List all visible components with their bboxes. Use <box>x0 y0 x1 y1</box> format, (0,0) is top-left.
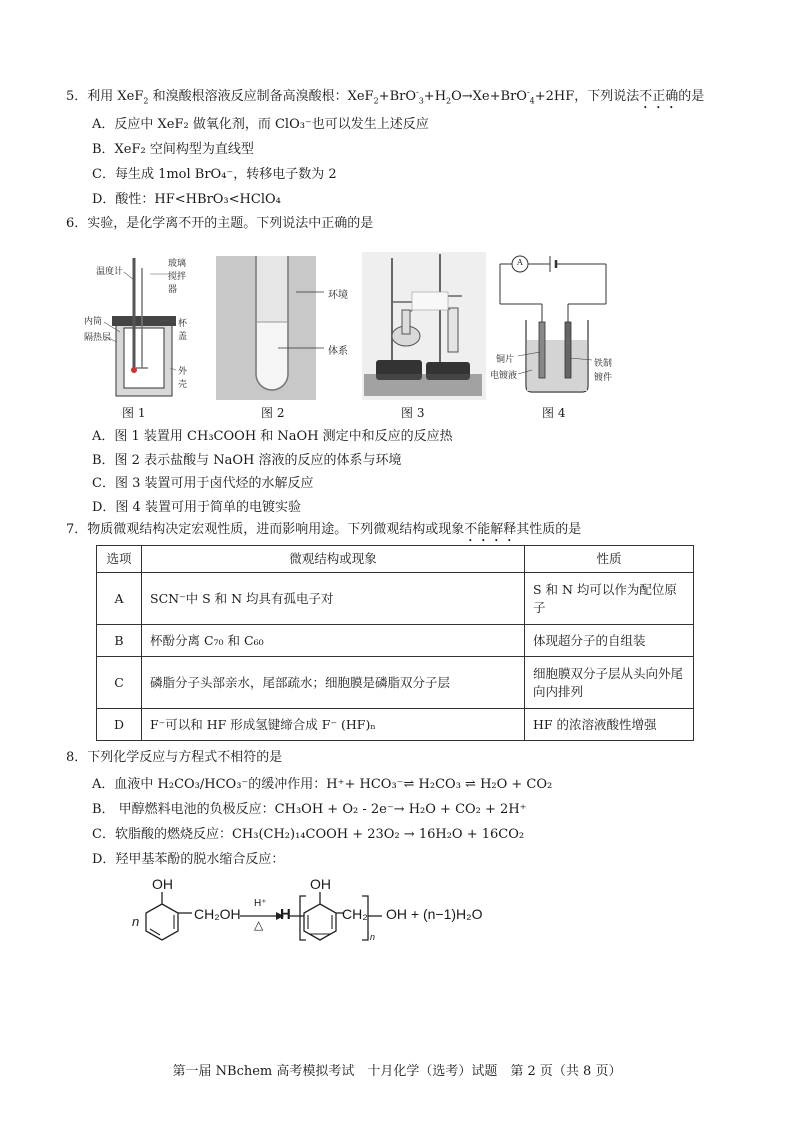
row-micro: SCN⁻中 S 和 N 均具有孤电子对 <box>142 573 525 625</box>
q6-stem: 6．实验，是化学离不开的主题。下列说法中正确的是 <box>66 216 374 231</box>
q5-stem: 5．利用 XeF$_2$ 和溴酸根溶液反应制备高溴酸根：$XeF_2+BrO^-_3+H_2O\to Xe+BrO^-_4+2HF$，下列说法不正确的是 <box>66 87 705 106</box>
fig2-label-environment: 环境 <box>328 290 348 301</box>
eq-subscript-n: n <box>370 932 376 942</box>
row-micro: F⁻可以和 HF 形成氢键缔合成 F⁻ (HF)ₙ <box>142 709 525 741</box>
eq-h: H <box>280 906 291 923</box>
fig4-label-solution: 电镀液 <box>490 371 518 381</box>
q8-option-a: A．血液中 H₂CO₃/HCO₃⁻的缓冲作用：H⁺+ HCO₃⁻⇌ H₂CO₃ ⇌ H₂O + CO₂ <box>92 777 553 792</box>
fig2-label-system: 体系 <box>328 346 348 357</box>
table-row <box>97 625 694 657</box>
row-option: B <box>97 625 142 657</box>
q5-option-b: B．XeF₂ 空间构型为直线型 <box>92 142 254 157</box>
q7-table <box>96 545 694 741</box>
eq-products: OH + (n−1)H₂O <box>386 906 483 922</box>
q6-option-a: A．图 1 装置用 CH₃COOH 和 NaOH 测定中和反应的反应热 <box>92 429 453 444</box>
row-property: 体现超分子的自组装 <box>525 625 694 657</box>
fig4-label-copper: 铜片 <box>496 355 515 365</box>
figure-3-apparatus <box>362 252 486 400</box>
q7-stem: 7．物质微观结构决定宏观性质，进而影响用途。下列微观结构或现象不能解释其性质的是 <box>66 522 582 537</box>
eq-n: n <box>132 914 140 929</box>
fig4-label-plated-part: 镀件 <box>594 373 613 383</box>
figure-4-caption: 图 4 <box>542 406 566 420</box>
q5-option-c: C．每生成 1mol BrO₄⁻，转移电子数为 2 <box>92 167 337 182</box>
figure-1-calorimeter <box>84 250 194 400</box>
table-row <box>97 657 694 709</box>
q6-option-d: D．图 4 装置可用于简单的电镀实验 <box>92 500 301 515</box>
figure-4-electroplating <box>490 252 620 400</box>
eq-ch2oh: CH₂OH <box>194 906 241 922</box>
eq-ch2: CH₂ <box>342 906 368 922</box>
table-header-row <box>97 546 694 573</box>
fig1-label-inner-tube: 内筒 <box>84 317 103 327</box>
eq-oh-1: OH <box>152 876 173 892</box>
eq-oh-2: OH <box>310 876 331 892</box>
q8-option-d: D．羟甲基苯酚的脱水缩合反应： <box>92 852 285 867</box>
row-property: S 和 N 均可以作为配位原子 <box>525 573 694 625</box>
q5-option-d: D．酸性：HF<HBrO₃<HClO₄ <box>92 192 281 207</box>
figure-2-caption: 图 2 <box>261 406 285 420</box>
row-property: 细胞膜双分子层从头向外尾向内排列 <box>525 657 694 709</box>
fig4-label-iron: 铁制 <box>594 359 613 369</box>
row-option: C <box>97 657 142 709</box>
figure-3-caption: 图 3 <box>401 406 425 420</box>
fig1-label-shell: 外壳 <box>178 367 188 390</box>
q6-option-b: B．图 2 表示盐酸与 NaOH 溶液的反应的体系与环境 <box>92 453 402 468</box>
fig1-label-insulation: 隔热层 <box>84 333 112 343</box>
q8-option-b: B． 甲醇燃料电池的负极反应：CH₃OH + O₂ - 2e⁻→ H₂O + CO₂ + 2H⁺ <box>92 802 527 817</box>
header-property: 性质 <box>525 546 694 573</box>
q6-option-c: C．图 3 装置可用于卤代烃的水解反应 <box>92 476 314 491</box>
fig1-label-thermometer: 温度计 <box>96 267 124 277</box>
fig1-label-stirrer: 搅拌器 <box>168 272 187 295</box>
header-option: 选项 <box>97 546 142 573</box>
q5-option-a: A．反应中 XeF₂ 做氧化剂，而 ClO₃⁻也可以发生上述反应 <box>92 117 429 132</box>
figure-1-caption: 图 1 <box>122 406 146 420</box>
eq-heat: △ <box>254 918 264 932</box>
q8-option-c: C．软脂酸的燃烧反应：CH₃(CH₂)₁₄COOH + 23O₂ → 16H₂O + 16CO₂ <box>92 827 525 842</box>
row-micro: 杯酚分离 C₇₀ 和 C₆₀ <box>142 625 525 657</box>
eq-catalyst: H⁺ <box>254 898 267 909</box>
table-row <box>97 573 694 625</box>
row-micro: 磷脂分子头部亲水，尾部疏水；细胞膜是磷脂双分子层 <box>142 657 525 709</box>
row-option: A <box>97 573 142 625</box>
fig1-label-glass: 玻璃 <box>168 259 187 269</box>
page-footer: 第一届 NBchem 高考模拟考试 十月化学（选考）试题 第 2 页（共 8 页） <box>172 1064 622 1079</box>
figure-2-test-tube <box>216 256 356 400</box>
fig1-label-lid: 杯盖 <box>178 319 188 342</box>
row-property: HF 的浓溶液酸性增强 <box>525 709 694 741</box>
table-row <box>97 709 694 741</box>
q8-equation <box>130 876 630 946</box>
fig4-label-ammeter: A <box>517 258 523 267</box>
header-micro: 微观结构或现象 <box>142 546 525 573</box>
q8-stem: 8．下列化学反应与方程式不相符的是 <box>66 750 283 765</box>
row-option: D <box>97 709 142 741</box>
